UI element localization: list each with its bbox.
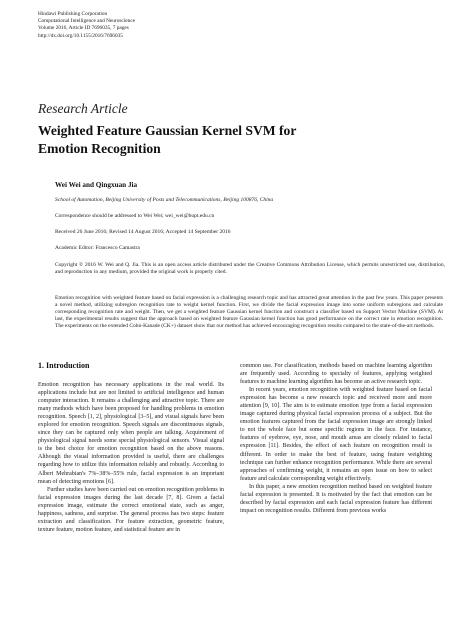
paragraph: In this paper, a new emotion recognition method based on weighted feature facial expression is presented. It is motivated by the fact that emotion can be described by facial expression and each facial expression feature has different impact on recognition results. Different from previous works [240, 483, 432, 514]
author-list: Wei Wei and Qingxuan Jia [55, 181, 138, 189]
paragraph: common use. For classification, methods based on machine learning algorithm are frequently used. According to specialty of features, applying weighted features to machine learning algorithm has become an active research topic. [240, 363, 432, 386]
article-type: Research Article [38, 101, 128, 116]
academic-editor: Academic Editor: Francesco Camastra [55, 245, 140, 251]
affiliation-text: School of Automation, Beijing University of Posts and Telecommunications, Beijing 100876, China [55, 197, 274, 203]
received-dates: Received 26 June 2016; Revised 14 August 2016; Accepted 14 September 2016 [55, 229, 231, 235]
copyright-notice: Copyright © 2016 W. Wei and Q. Jia. This is an open access article distributed under the Creative Commons Attribution License, which permits unrestricted use, distribution, and reproduction in any medium, provided the original work is properly cited. [55, 262, 445, 275]
journal-name: Computational Intelligence and Neuroscience [38, 18, 135, 25]
doi-link[interactable]: http://dx.doi.org/10.1155/2016/7696035 [38, 32, 123, 39]
volume-info: Volume 2016, Article ID 7696035, 7 pages [38, 25, 129, 32]
affiliation [55, 197, 445, 204]
paragraph: Further studies have been carried out on emotion recognition problems in facial expression images during the last decade [7, 8]. Given a facial expression image, estimate the correct emotional state, such as anger, happiness, sadness, and surprise. The general process has two steps: feature extraction and classification. For feature extraction, geometric feature, texture feature, motion feature, and statistical feature are in [38, 486, 224, 533]
left-column [38, 381, 224, 534]
paper-title: Weighted Feature Gaussian Kernel SVM for Emotion Recognition [38, 123, 297, 156]
correspondence: Correspondence should be addressed to Wei Wei; wei_wei@bupt.edu.cn [55, 213, 215, 219]
publisher-name: Hindawi Publishing Corporation [38, 11, 108, 17]
paragraph: Emotion recognition has necessary applications in the real world. Its applications include but are not limited to artificial intelligence and human computer interaction. It remains a challenging and attractive topic. There are many methods which have been proposed for handling problems in emotion recognition. Speech [1, 2], physiological [3–5], and visual signals have been explored for emotion recognition. Speech signals are discontinuous signals, since they can be captured only when people are talking. Acquirement of physiological signal needs some special physiological sensors. Visual signal is the best choice for emotion recognition based on the above reasons. Although the visual information provided is useful, there are challenges regarding how to utilize this information reliably and robustly. According to Albert Mehrabian's 7%–38%–55% rule, facial expression is an important mean of detecting emotions [6]. [38, 382, 224, 485]
paragraph: In recent years, emotion recognition with weighted feature based on facial expression has become a new research topic and received more and more attention [9, 10]. The aim is to estimate emotion type from a facial expression image captured during physical facial expression process of a subject. But the emotion features captured from the facial expression image are strongly linked to not the whole face but some specific regions in the face. For instance, features of eyebrow, eye, nose, and mouth areas are closely related to facial expression [11]. Besides, the effect of each feature on recognition result is different. In order to make the best of feature, using feature weighting technique can further enhance recognition performance. While there are several approaches of confirming weight, it remains an open issue on how to select feature and calculate corresponding weight effectively. [240, 387, 432, 482]
publication-header [38, 11, 135, 40]
abstract: Emotion recognition with weighted feature based on facial expression is a challenging research topic and has attracted great attention in the past few years. This paper presents a novel method, utilizing subregion recognition rate to weight kernel function. First, we divide the facial expression image into some uniform subregions and calculate corresponding recognition rate and weight. Then, we get a weighted feature Gaussian kernel function and construct a classifier based on Support Vector Machine (SVM). At last, the experimental results suggest that the approach based on weighted feature Gaussian kernel function has good performance on the correct rate in emotion recognition. The experiments on the extended Cohn-Kanade (CK+) dataset show that our method has achieved encouraging recognition results compared to the state-of-the-art methods. [55, 295, 443, 330]
right-column [240, 362, 432, 515]
section-heading-introduction: 1. Introduction [38, 361, 90, 370]
